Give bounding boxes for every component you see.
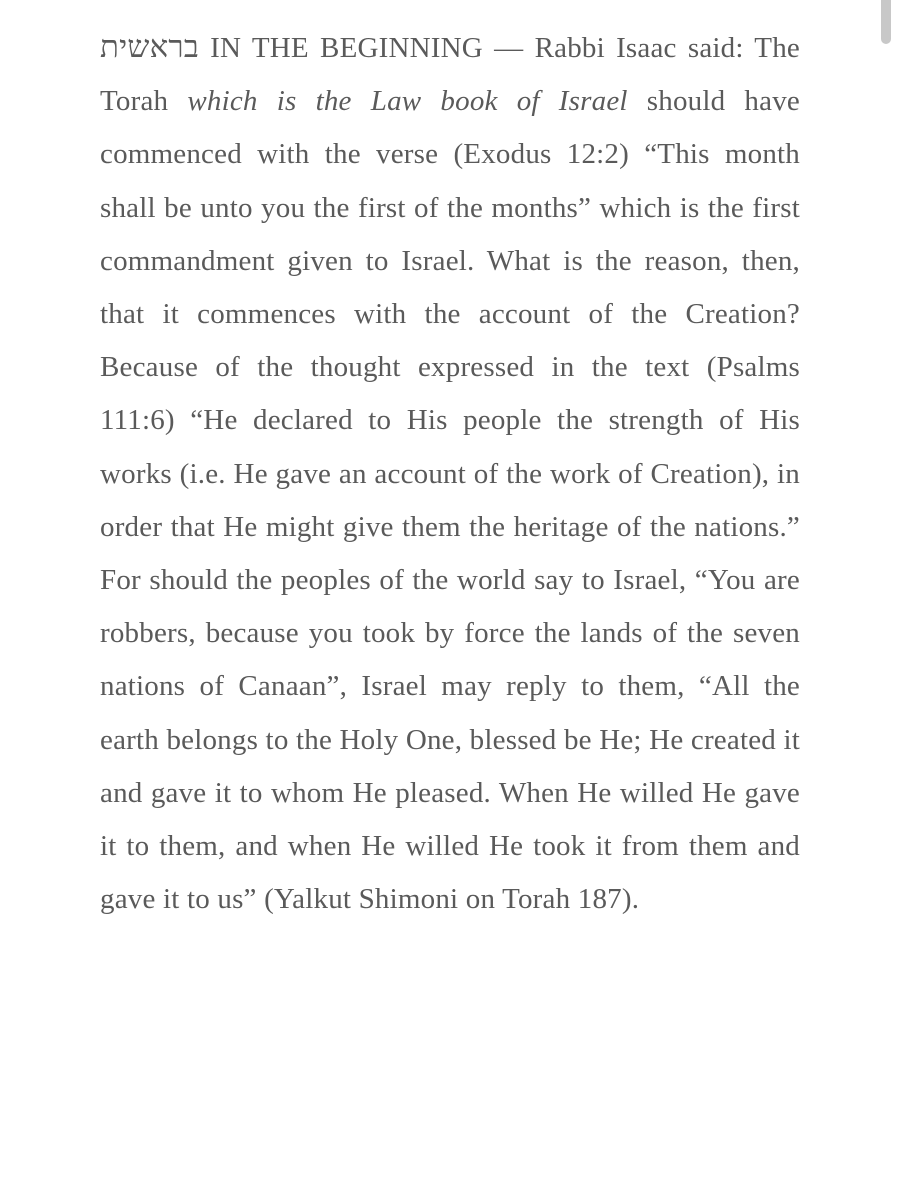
body-text: should have commenced with the verse (Exodus 12:2) “This month shall be unto you the first of the months” which is the first commandment given to Israel. What is the reason, then, that it commences with the account of the Creation? Because of the thought expressed in the text (Psalms 111:6) “He declared to His people the strength of His works (i.e. He gave an account of the work of Creation), in order that He might give them the heritage of the nations.” For should the peoples of the world say to Israel, “You are robbers, because you took by force the lands of the seven nations of Canaan”, Israel may reply to them, “All the earth belongs to the Holy One, blessed be He; He created it and gave it to whom He pleased. When He willed He gave it to them, and when He willed He took it from them and gave it to us” (Yalkut Shimoni on Torah 187). <box>100 85 800 916</box>
italic-insert: which is the Law book of Israel <box>187 85 628 118</box>
scrollbar-thumb[interactable] <box>881 0 891 44</box>
heading-text: IN THE BEGINNING <box>210 32 483 64</box>
hebrew-heading-word: בראשית <box>100 29 199 64</box>
scrollbar[interactable] <box>879 0 899 1200</box>
heading-dash: — <box>482 32 535 64</box>
intro-text: Rabbi Isaac said: The Torah <box>100 32 800 118</box>
commentary-paragraph <box>100 20 800 926</box>
